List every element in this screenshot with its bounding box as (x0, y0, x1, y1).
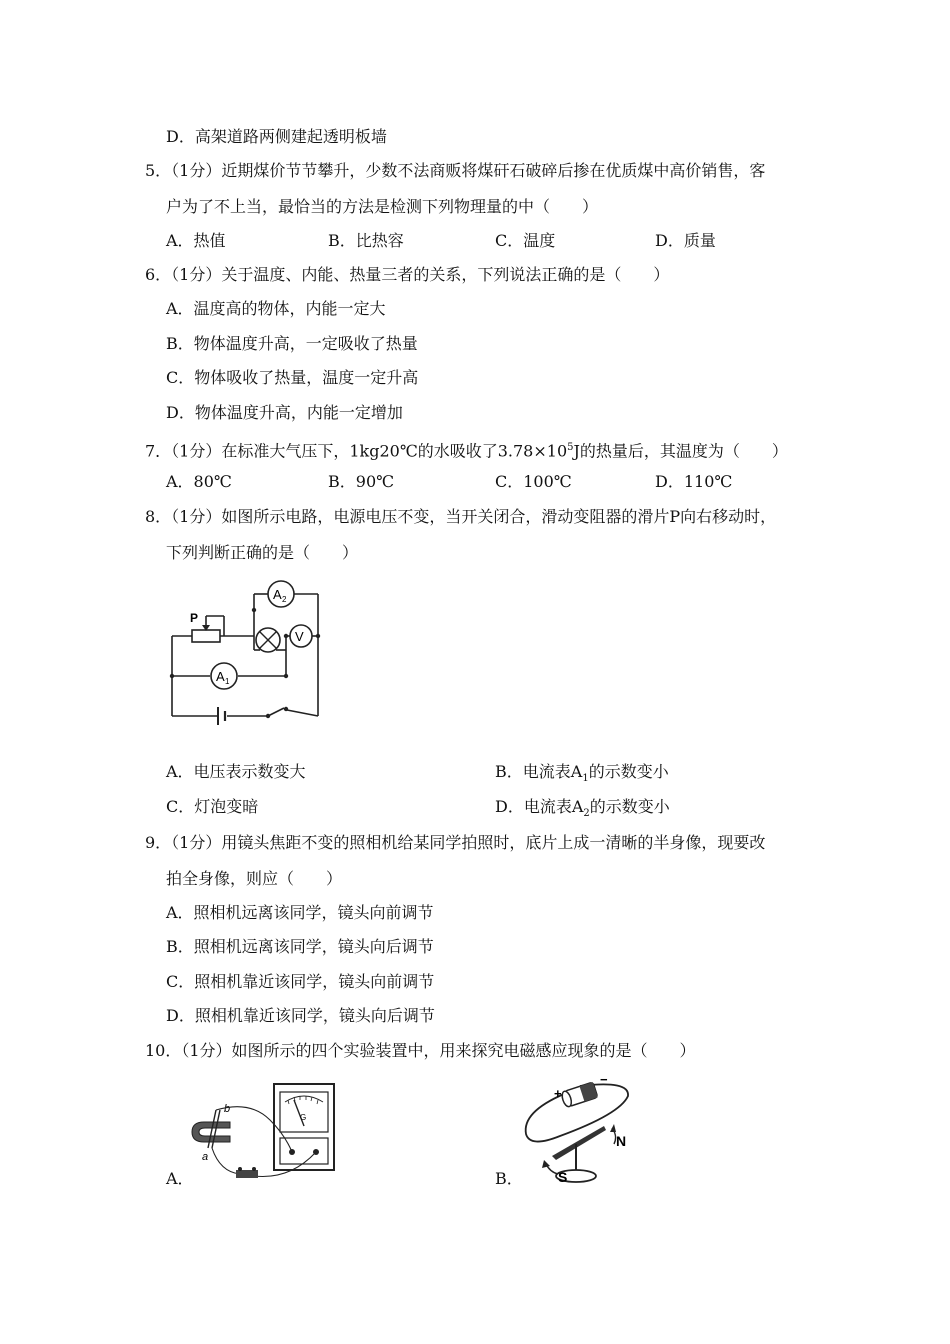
q10-option-b-label: B． (495, 1169, 523, 1188)
q10-stem: 10．（1分）如图所示的四个实验装置中，用来探究电磁感应现象的是（ ） (145, 1041, 696, 1060)
q5-option-d: D．质量 (655, 231, 716, 250)
q7-stem (145, 438, 788, 461)
q8-option-b (495, 762, 669, 789)
q8-stem-line2: 下列判断正确的是（ ） (166, 543, 359, 562)
q8-slider-label: P (190, 611, 199, 625)
q7-stem-part2: J的热量后，其温度为（ ） (573, 441, 788, 461)
q6-option-b: B．物体温度升高，一定吸收了热量 (166, 334, 418, 353)
q6-option-d: D．物体温度升高，内能一定增加 (166, 403, 403, 422)
q10-figure-a-b-label: b (224, 1103, 231, 1115)
q10-figure-b-minus: − (600, 1072, 608, 1087)
q9-option-a: A．照相机远离该同学，镜头向前调节 (166, 903, 434, 922)
q10-option-a-label: A． (166, 1169, 194, 1188)
q8-option-d (495, 797, 670, 824)
q8-option-c: C．灯泡变暗 (166, 797, 259, 816)
q10-figure-b-plus: + (554, 1086, 562, 1101)
q4-option-d: D．高架道路两侧建起透明板墙 (166, 127, 387, 146)
q7-stem-exponent: 5 (567, 442, 574, 453)
q8-circuit-diagram (162, 578, 332, 728)
q8-ammeter-a1-subscript: 1 (225, 677, 230, 686)
q8-option-d-part1: D．电流表A (495, 797, 584, 816)
q5-stem-line1: 5．（1分）近期煤价节节攀升，少数不法商贩将煤矸石破碎后掺在优质煤中高价销售，客 (145, 161, 766, 180)
q5-option-a: A．热值 (166, 231, 226, 250)
q9-stem-line1: 9．（1分）用镜头焦距不变的照相机给某同学拍照时，底片上成一清晰的半身像，现要改 (145, 833, 766, 852)
q7-option-c: C．100℃ (495, 472, 572, 491)
q8-ammeter-a1-label: A (216, 669, 225, 684)
q5-option-c: C．温度 (495, 231, 556, 250)
q10-figure-a-galvanometer-setup (190, 1080, 340, 1185)
q8-option-b-part1: B．电流表A (495, 762, 583, 781)
q8-option-a: A．电压表示数变大 (166, 762, 306, 781)
q8-option-b-subscript: 1 (582, 773, 589, 785)
q7-option-d: D．110℃ (655, 472, 733, 491)
q6-option-c: C．物体吸收了热量，温度一定升高 (166, 368, 419, 387)
q10-figure-b-oersted-setup (520, 1072, 640, 1187)
q10-figure-a-a-label: a (202, 1151, 209, 1163)
q8-voltmeter-label: V (295, 629, 304, 644)
q8-ammeter-a2-subscript: 2 (282, 595, 287, 604)
q9-stem-line2: 拍全身像，则应（ ） (166, 869, 343, 888)
q9-option-b: B．照相机远离该同学，镜头向后调节 (166, 937, 434, 956)
q6-stem: 6．（1分）关于温度、内能、热量三者的关系，下列说法正确的是（ ） (145, 265, 670, 284)
q8-option-b-part2: 的示数变小 (588, 762, 669, 781)
q5-stem-line2: 户为了不上当，最恰当的方法是检测下列物理量的中（ ） (166, 197, 599, 216)
q7-option-a: A．80℃ (166, 472, 232, 491)
q8-stem-line1: 8．（1分）如图所示电路，电源电压不变，当开关闭合，滑动变阻器的滑片P向右移动时， (145, 507, 777, 526)
q8-option-d-subscript: 2 (583, 808, 590, 820)
q10-figure-b-s-label: S (558, 1169, 568, 1185)
q8-ammeter-a2-label: A (273, 587, 282, 602)
q5-option-b: B．比热容 (328, 231, 404, 250)
q9-option-c: C．照相机靠近该同学，镜头向前调节 (166, 972, 435, 991)
q8-option-d-part2: 的示数变小 (589, 797, 670, 816)
q6-option-a: A．温度高的物体，内能一定大 (166, 299, 386, 318)
q9-option-d: D．照相机靠近该同学，镜头向后调节 (166, 1006, 435, 1025)
q7-option-b: B．90℃ (328, 472, 395, 491)
q7-stem-part1: 7．（1分）在标准大气压下，1kg20℃的水吸收了3.78×10 (145, 441, 568, 461)
q10-figure-b-n-label: N (616, 1133, 627, 1149)
q10-figure-a-g-label: G (300, 1113, 307, 1122)
